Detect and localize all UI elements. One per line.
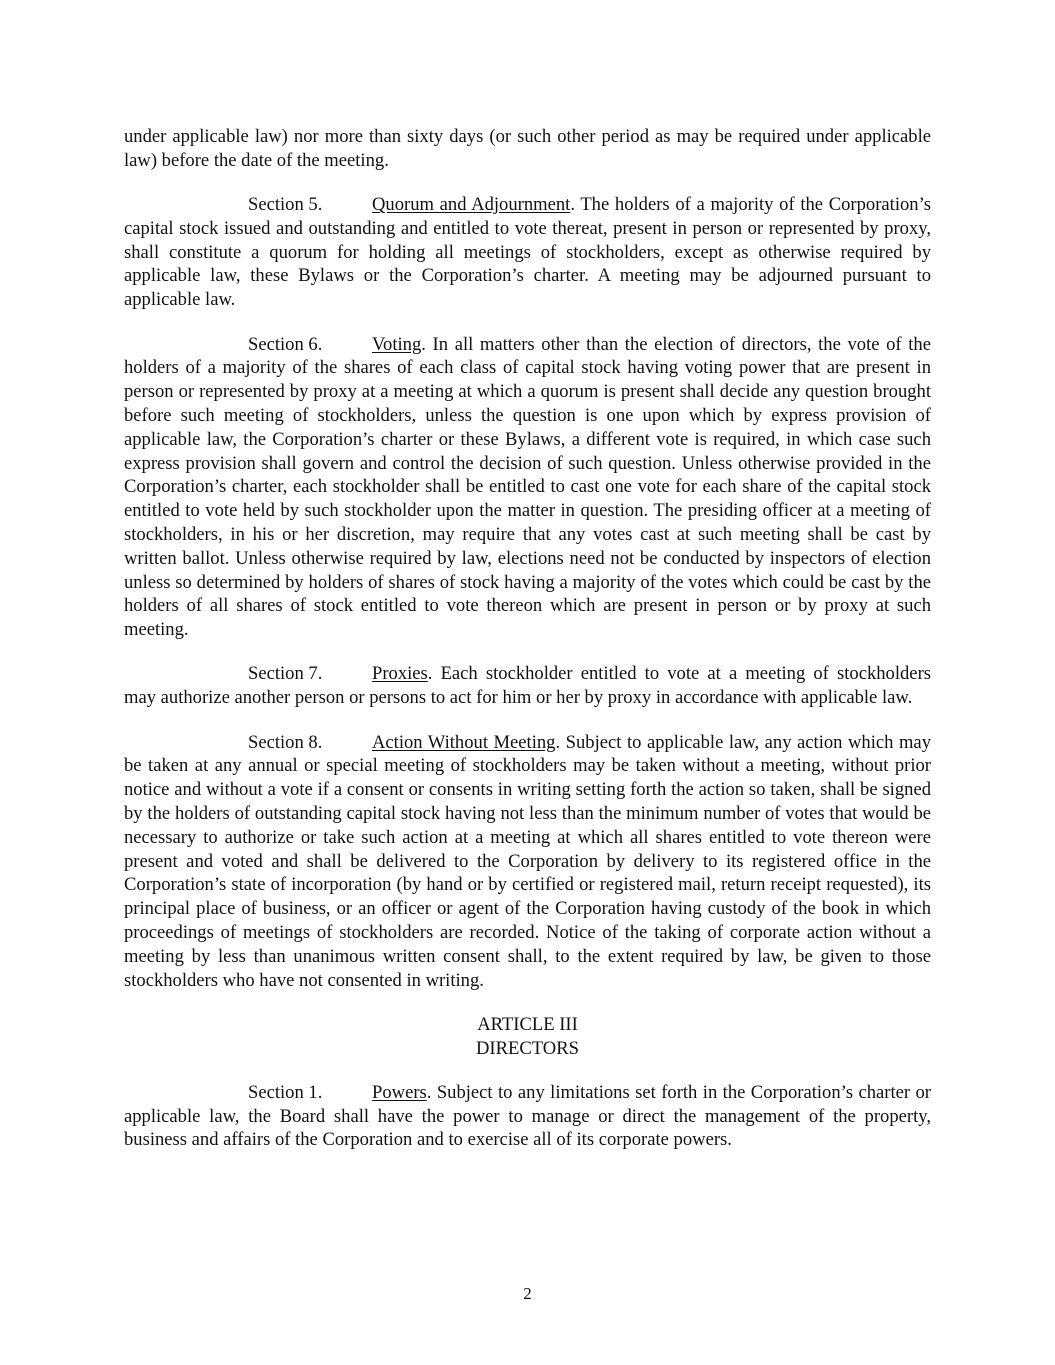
section-number: Section 8. <box>248 731 323 753</box>
section-7-paragraph <box>124 662 931 710</box>
section-body: . Subject to applicable law, any action which may be taken at any annual or special meeting of stockholders may be taken without a meeting, without prior notice and without a vote if a consent or consents in writing setting forth the action so taken, shall be signed by the holders of outstanding capital stock having not less than the minimum number of votes that would be necessary to authorize or take such action at a meeting at which all shares entitled to vote thereon were present and voted and shall be delivered to the Corporation by delivery to its registered office in the Corporation’s state of incorporation (by hand or by certified or registered mail, return receipt requested), its principal place of business, or an officer or agent of the Corporation having custody of the book in which proceedings of meetings of stockholders are recorded. Notice of the taking of corporate action without a meeting by less than unanimous written consent shall, to the extent required by law, be given to those stockholders who have not consented in writing. <box>124 731 931 991</box>
section-body: . In all matters other than the election of directors, the vote of the holders of a majority of the shares of each class of capital stock having voting power that are present in person or represented by proxy at a meeting at which a quorum is present shall decide any question brought before such meeting of stockholders, unless the question is one upon which by express provision of applicable law, the Corporation’s charter or these Bylaws, a different vote is required, in which case such express provision shall govern and control the decision of such question. Unless otherwise provided in the Corporation’s charter, each stockholder shall be entitled to cast one vote for each share of the capital stock entitled to vote held by such stockholder upon the matter in question. The presiding officer at a meeting of stockholders, in his or her discretion, may require that any votes cast at such meeting shall be cast by written ballot. Unless otherwise required by law, elections need not be conducted by inspectors of election unless so determined by holders of shares of stock having a majority of the votes which could be cast by the holders of all shares of stock entitled to vote thereon which are present in person or by proxy at such meeting. <box>124 333 931 641</box>
section-number: Section 6. <box>248 333 323 355</box>
section-heading: Voting <box>372 333 422 355</box>
section-number: Section 1. <box>248 1081 323 1103</box>
section-heading: Quorum and Adjournment <box>372 194 571 216</box>
section-8-paragraph <box>124 731 931 993</box>
intro-paragraph: under applicable law) nor more than sixty days (or such other period as may be required under applicable law) before the date of the meeting. <box>124 126 931 171</box>
article-3-section-1-paragraph <box>124 1081 931 1152</box>
page-number: 2 <box>523 1284 532 1303</box>
section-number: Section 5. <box>248 194 323 216</box>
section-body: . The holders of a majority of the Corporation’s capital stock issued and outstanding and entitled to vote thereat, present in person or represented by proxy, shall constitute a quorum for holding all meetings of stockholders, except as otherwise required by applicable law, these Bylaws or the Corporation’s charter. A meeting may be adjourned pursuant to applicable law. <box>124 194 931 311</box>
article-title: DIRECTORS <box>476 1037 579 1059</box>
section-body: . Each stockholder entitled to vote at a meeting of stockholders may authorize another person or persons to act for him or her by proxy in accordance with applicable law. <box>124 663 931 709</box>
section-5-paragraph <box>124 193 931 312</box>
section-body: . Subject to any limitations set forth in the Corporation’s charter or applicable law, the Board shall have the power to manage or direct the management of the property, business and affairs of the Corporation and to exercise all of its corporate powers. <box>124 1081 931 1151</box>
section-heading: Action Without Meeting <box>372 731 556 753</box>
section-heading: Powers <box>372 1081 427 1103</box>
document-page <box>124 125 931 1173</box>
article-heading <box>124 1013 931 1061</box>
section-number: Section 7. <box>248 663 323 685</box>
section-heading: Proxies <box>372 663 428 685</box>
section-6-paragraph <box>124 333 931 642</box>
article-number: ARTICLE III <box>477 1013 578 1035</box>
